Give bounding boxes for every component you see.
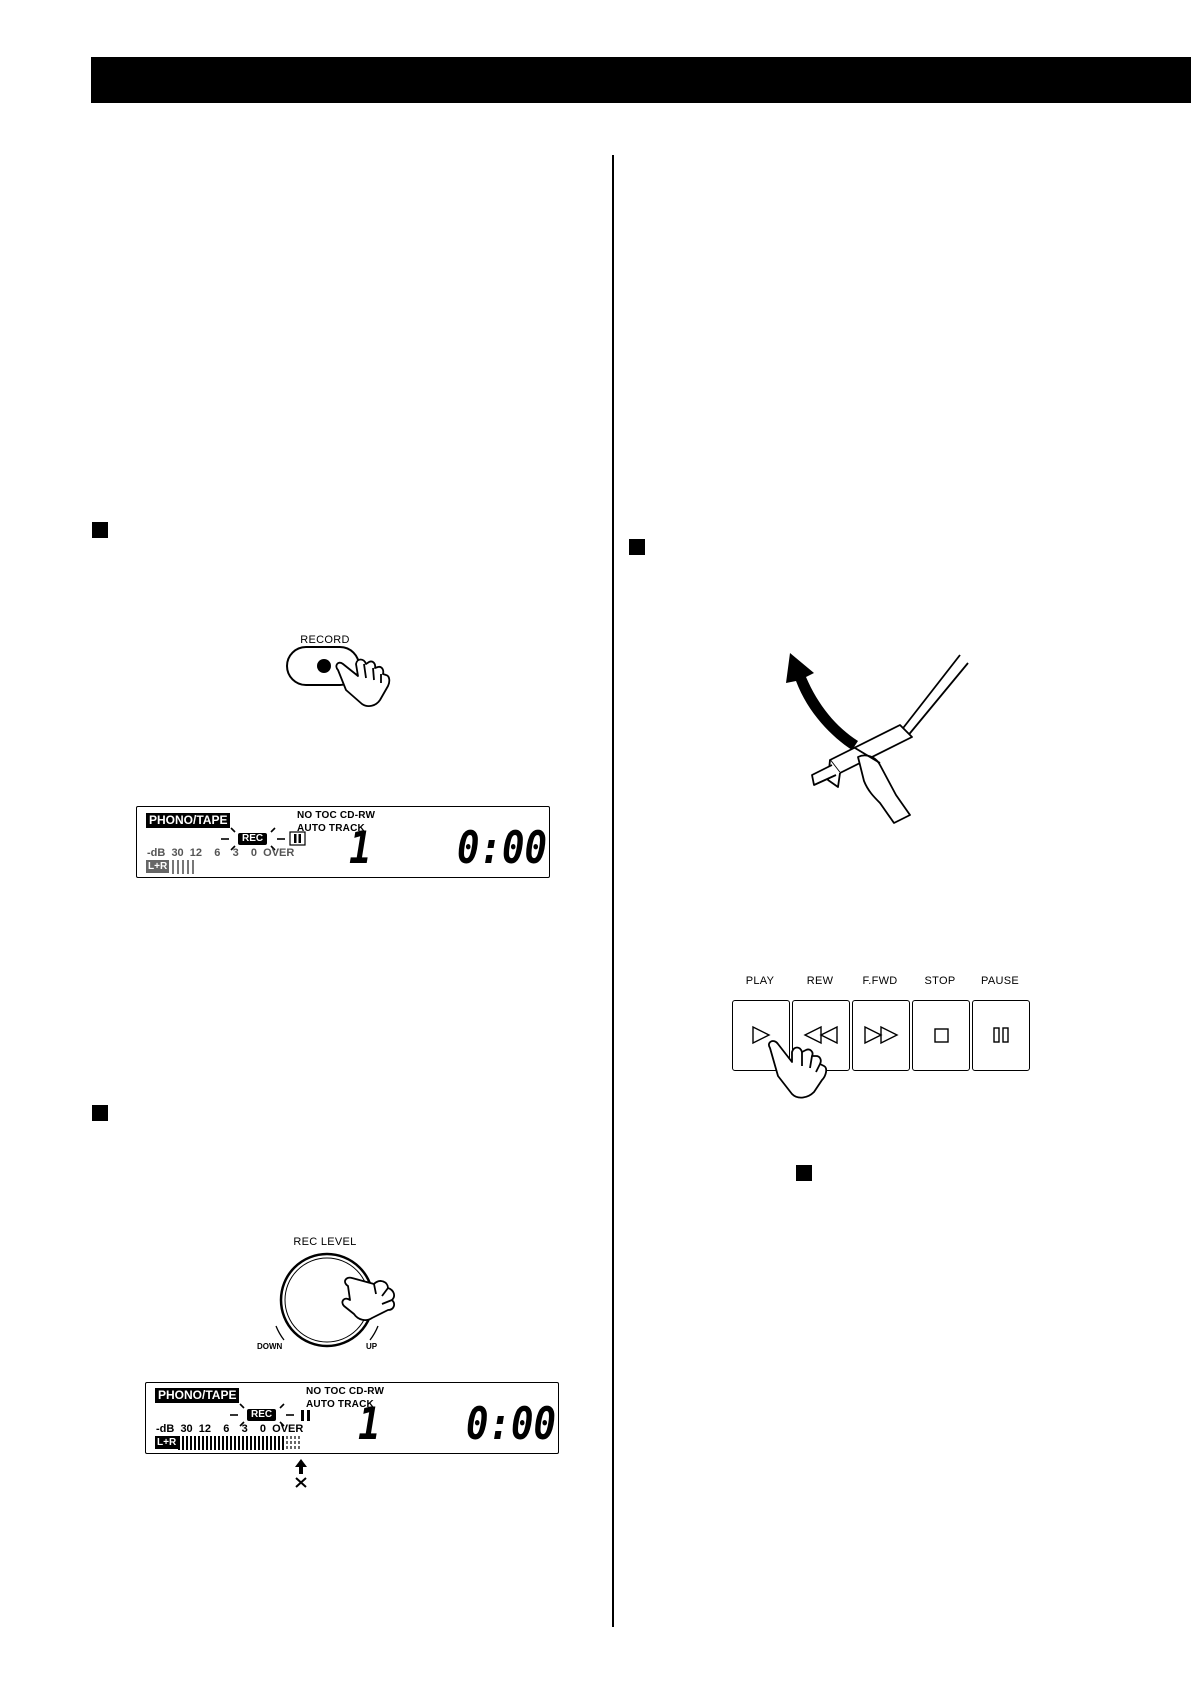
- stop-label: STOP: [924, 975, 956, 987]
- transport-labels: [730, 975, 1032, 995]
- pause-label: PAUSE: [981, 975, 1019, 987]
- time-readout: 0:00: [457, 823, 548, 874]
- status-no-toc: NO TOC CD-RW: [306, 1386, 385, 1397]
- ffwd-label: F.FWD: [862, 975, 898, 987]
- hand-pointer-icon: [336, 660, 389, 707]
- curved-arrow-icon: [786, 653, 858, 750]
- level-scale: -dB 30 12 6 3 0 OVER: [147, 847, 295, 859]
- level-meter-bars: [178, 1436, 308, 1450]
- knob-up-label: UP: [366, 1342, 378, 1351]
- ffwd-button[interactable]: [852, 1000, 910, 1071]
- pause-icon: [973, 1001, 1029, 1070]
- column-divider: [612, 155, 614, 1627]
- channel-indicator: L+R: [148, 861, 168, 872]
- level-meter-bars: [172, 860, 202, 874]
- record-button-illustration[interactable]: [280, 642, 405, 712]
- stop-button[interactable]: [912, 1000, 970, 1071]
- record-button-label: RECORD: [300, 634, 350, 646]
- rec-indicator: REC: [238, 833, 267, 845]
- section-marker-square: [629, 539, 645, 555]
- play-label: PLAY: [745, 975, 775, 987]
- status-no-toc: NO TOC CD-RW: [297, 810, 376, 821]
- channel-indicator: L+R: [157, 1437, 177, 1448]
- pause-indicator-icon: [289, 831, 307, 847]
- rew-label: REW: [806, 975, 834, 987]
- stop-icon: [913, 1001, 969, 1070]
- status-auto-track: AUTO TRACK: [297, 823, 365, 834]
- knob-down-label: DOWN: [257, 1342, 283, 1351]
- track-number: 1: [349, 823, 372, 874]
- pause-button[interactable]: [972, 1000, 1030, 1071]
- stop-symbol-square: [796, 1165, 812, 1181]
- rec-indicator: REC: [247, 1409, 276, 1421]
- rec-level-knob[interactable]: [270, 1248, 415, 1353]
- time-readout: 0:00: [466, 1399, 557, 1450]
- lcd-display-1: [136, 806, 550, 878]
- fast-forward-icon: [853, 1001, 909, 1070]
- pause-indicator-icon: [298, 1409, 314, 1423]
- section-marker-square: [92, 1105, 108, 1121]
- page-header-bar: [91, 57, 1191, 103]
- level-scale: -dB 30 12 6 3 0 OVER: [156, 1423, 304, 1435]
- source-indicator: PHONO/TAPE: [155, 1388, 239, 1403]
- peak-arrow-icon: [293, 1458, 309, 1488]
- record-dot-icon: [317, 659, 331, 673]
- section-marker-square: [92, 522, 108, 538]
- hand-pointer-icon: [762, 1040, 832, 1102]
- hand-icon: [858, 755, 910, 823]
- rec-level-label: REC LEVEL: [293, 1236, 357, 1248]
- tonearm-lift-illustration: [770, 645, 970, 825]
- track-number: 1: [358, 1399, 381, 1450]
- status-auto-track: AUTO TRACK: [306, 1399, 374, 1410]
- source-indicator: PHONO/TAPE: [146, 813, 230, 828]
- lcd-display-2: [145, 1382, 559, 1454]
